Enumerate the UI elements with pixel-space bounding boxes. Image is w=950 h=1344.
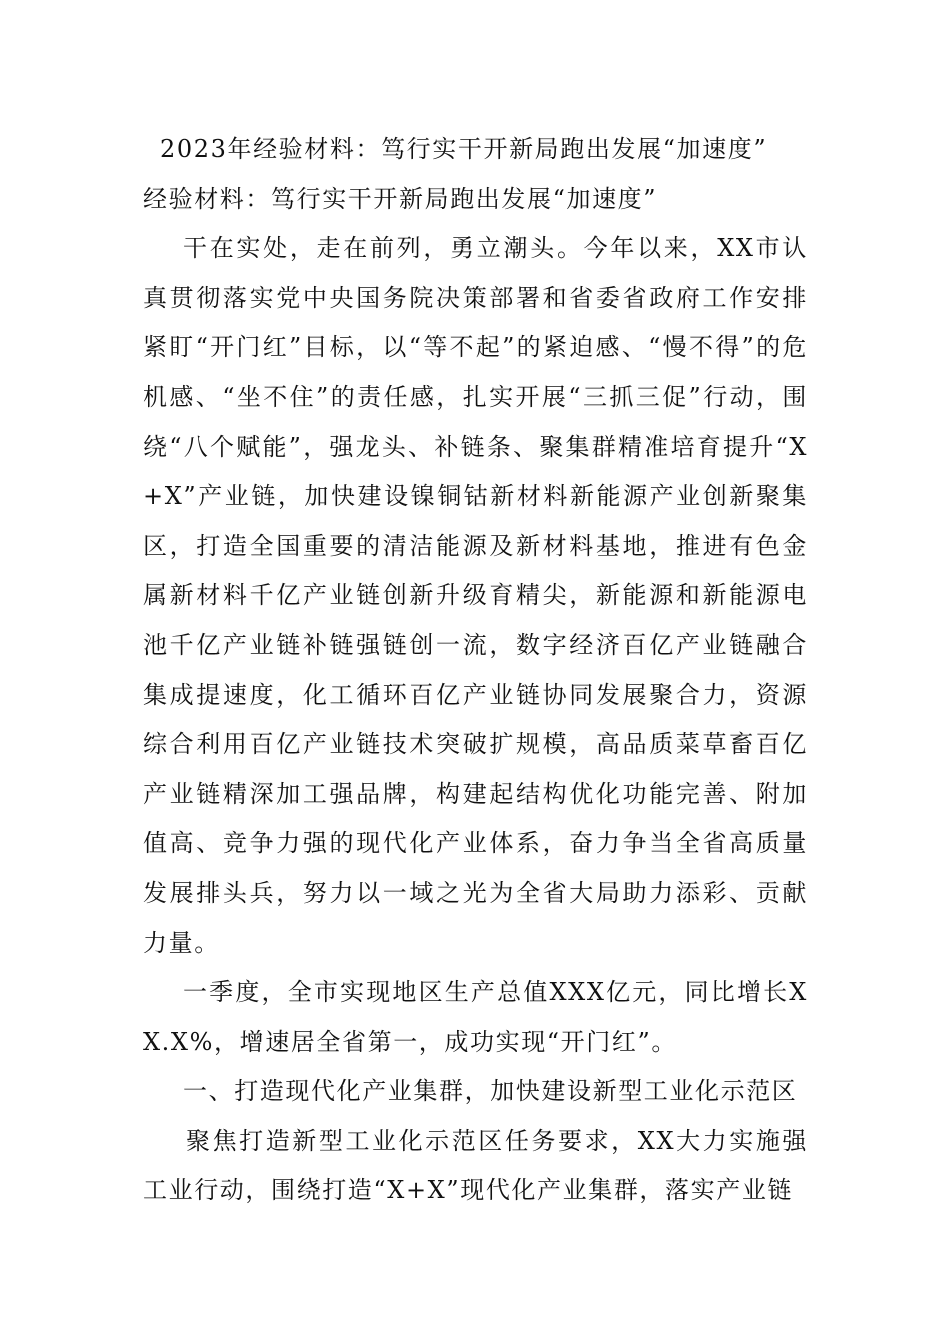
section-heading-1: 一、打造现代化产业集群，加快建设新型工业化示范区 <box>183 1077 798 1106</box>
paragraph-section-1: 聚焦打造新型工业化示范区任务要求，XX大力实施强工业行动，围绕打造“X+X”现代化产业集群，落实产业链 <box>143 1126 808 1205</box>
document-subtitle: 经验材料：笃行实干开新局跑出发展“加速度” <box>143 184 658 213</box>
paragraph-intro: 干在实处，走在前列，勇立潮头。今年以来，XX市认真贯彻落实党中央国务院决策部署和省委省政府工作安排紧盯“开门红”目标，以“等不起”的紧迫感、“慢不得”的危机感、“坐不住”的责任感，扎实开展“三抓三促”行动，围绕“八个赋能”，强龙头、补链条、聚集群精准培育提升“X+X”产业链，加快建设镍铜钴新材料新能源产业创新聚集区，打造全国重要的清洁能源及新材料基地，推进有色金属新材料千亿产业链创新升级育精尖，新能源和新能源电池千亿产业链补链强链创一流，数字经济百亿产业链融合集成提速度，化工循环百亿产业链协同发展聚合力，资源综合利用百亿产业链技术突破扩规模，高品质菜草畜百亿产业链精深加工强品牌，构建起结构优化功能完善、附加值高、竞争力强的现代化产业体系，奋力争当全省高质量发展排头兵，努力以一域之光为全省大局助力添彩、贡献力量。 <box>143 234 808 957</box>
document-body <box>143 125 808 1216</box>
document-title: 2023年经验材料：笃行实干开新局跑出发展“加速度” <box>160 135 768 163</box>
paragraph-q1-summary: 一季度，全市实现地区生产总值XXX亿元，同比增长XX.X%，增速居全省第一，成功实现“开门红”。 <box>143 978 808 1056</box>
